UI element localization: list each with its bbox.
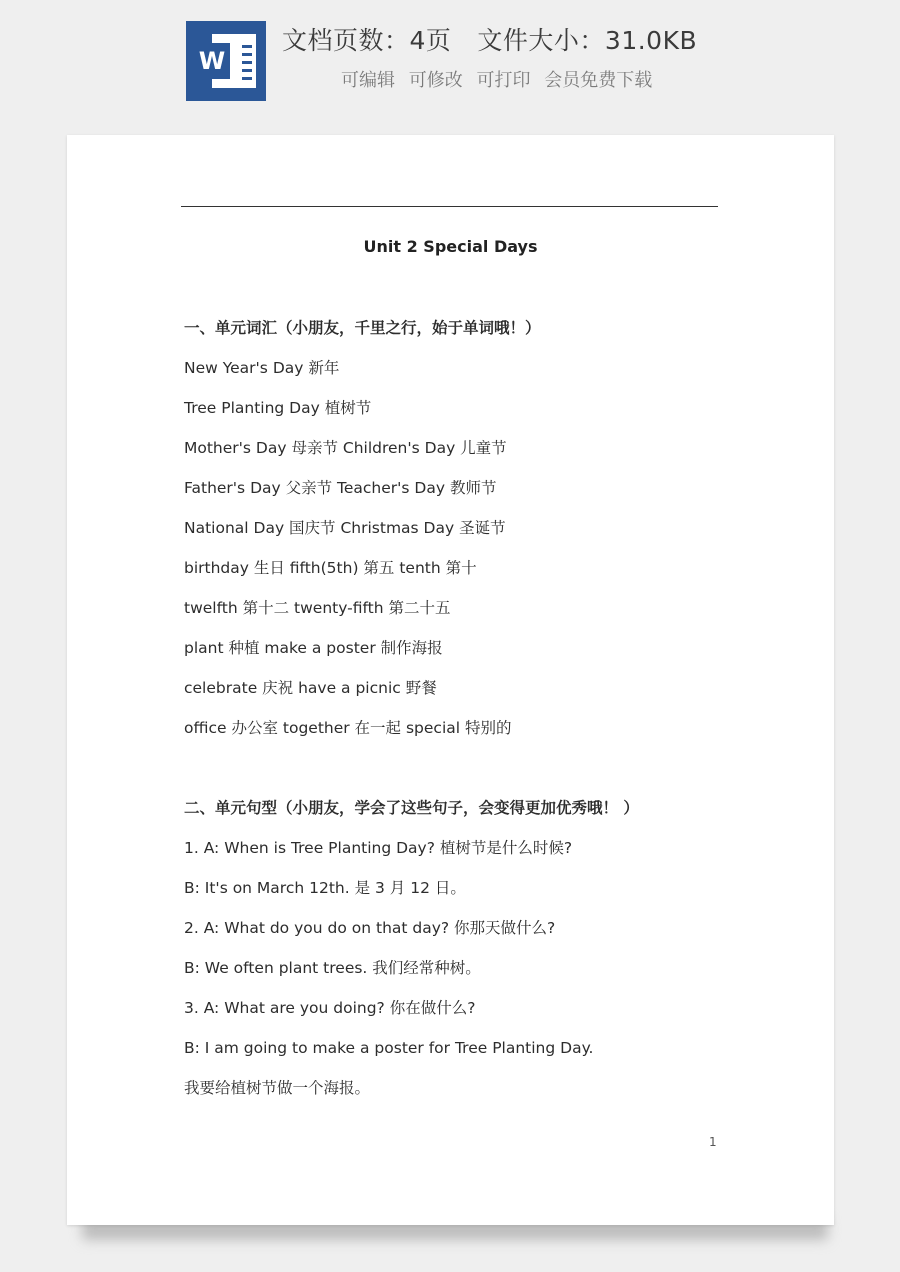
feature-list — [341, 66, 660, 92]
vocab-line: plant 种植 make a poster 制作海报 — [184, 639, 443, 657]
sentence-line: B: I am going to make a poster for Tree Planting Day. — [184, 1039, 594, 1057]
vocab-line: birthday 生日 fifth(5th) 第五 tenth 第十 — [184, 559, 477, 577]
sentence-line: 3. A: What are you doing? 你在做什么? — [184, 999, 476, 1017]
document-page — [67, 135, 834, 1225]
download-header — [0, 0, 900, 120]
vocab-line: office 办公室 together 在一起 special 特别的 — [184, 719, 512, 737]
line-graphic — [242, 61, 252, 64]
document-title: Unit 2 Special Days — [363, 237, 538, 256]
document-body — [184, 315, 764, 1115]
vocab-line: New Year's Day 新年 — [184, 359, 340, 377]
sentence-line: 1. A: When is Tree Planting Day? 植树节是什么时候? — [184, 839, 573, 857]
feature-editable: 可编辑 — [341, 70, 395, 91]
vocab-line: Mother's Day 母亲节 Children's Day 儿童节 — [184, 439, 507, 457]
section-heading-sentences: 二、单元句型（小朋友，学会了这些句子，会变得更加优秀哦！ ） — [184, 799, 639, 817]
file-size-label: 文件大小：31.0KB — [477, 26, 698, 55]
line-graphic — [242, 53, 252, 56]
vocab-line: Tree Planting Day 植树节 — [184, 399, 372, 417]
feature-printable: 可打印 — [476, 70, 531, 91]
header-rule — [181, 206, 718, 207]
sentence-line: 2. A: What do you do on that day? 你那天做什么? — [184, 919, 556, 937]
sentence-line: B: It's on March 12th. 是 3 月 12 日。 — [184, 879, 466, 897]
sentence-line: B: We often plant trees. 我们经常种树。 — [184, 959, 481, 977]
word-document-icon — [186, 21, 266, 101]
line-graphic — [242, 45, 252, 48]
feature-free-download: 会员免费下载 — [544, 70, 653, 91]
section-spacer — [184, 755, 764, 795]
vocab-line: celebrate 庆祝 have a picnic 野餐 — [184, 679, 437, 697]
line-graphic — [242, 77, 252, 80]
section-heading-vocabulary: 一、单元词汇（小朋友，千里之行，始于单词哦！） — [184, 319, 541, 337]
word-logo-letter: W — [194, 43, 230, 79]
vocab-line: Father's Day 父亲节 Teacher's Day 教师节 — [184, 479, 497, 497]
page-count-label: 文档页数：4页 — [282, 26, 452, 55]
page-number: 1 — [709, 1135, 717, 1149]
vocab-line: National Day 国庆节 Christmas Day 圣诞节 — [184, 519, 506, 537]
vocab-line: twelfth 第十二 twenty-fifth 第二十五 — [184, 599, 451, 617]
line-graphic — [242, 69, 252, 72]
feature-modifiable: 可修改 — [408, 70, 463, 91]
sentence-line: 我要给植树节做一个海报。 — [184, 1079, 371, 1097]
file-meta — [282, 21, 697, 57]
